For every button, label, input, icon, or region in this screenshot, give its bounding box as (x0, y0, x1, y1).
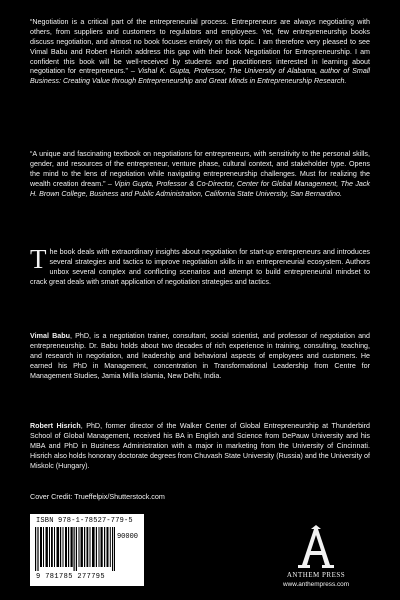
author-bio: , PhD, is a negotiation trainer, consultant, social scientist, and professor of negotiation and entrepreneurship. Dr. Babu holds about two decades of rich experience in training, consulting, teaching, and research in negotiation, and leadership and behavioral aspects of employees and customers. He earned his PhD in Management, concentration in Transformational Leadership from Centre for Management Studies, Jamia Millia Islamia, New Delhi, India. (30, 332, 370, 380)
author-name: Robert Hisrich (30, 422, 81, 430)
author-bio-babu (30, 332, 370, 381)
publisher-name: ANTHEM PRESS (286, 571, 346, 579)
publisher-url: www.anthempress.com (282, 581, 350, 588)
endorsement-gupta-alabama (30, 18, 370, 87)
endorsement-attribution: – Vipin Gupta, Professor & Co-Director, Center for Global Management, The Jack H. Brown College, Business and Public Administration, California State University, San Bernardino. (30, 179, 371, 198)
isbn-label: ISBN 978-1-78527-779-5 (36, 517, 133, 525)
isbn-barcode (30, 514, 144, 586)
barcode-icon (35, 527, 115, 571)
endorsement-text: “Negotiation is a critical part of the entrepreneurial process. Entrepreneurs are always negotiating with others, from suppliers and customers to regulators and employees. Yet, few entrepreneurship books discuss negotiation, and almost no book focuses entirely on this topic. I am therefore very pleased to see Vimal Babu and Robert Hisrich address this gap with their book Negotiation for Entrepreneurship. I am confident this book will be well-received by students and practitioners interested in learning about negotiation for entrepreneurs.” (30, 18, 370, 76)
author-bio: , PhD, former director of the Walker Center of Global Entrepreneurship at Thunderbird School of Global Management, received his BA in English and Science from DePauw University and his MBA and PhD in Business Administration with a major in marketing from the University of Cincinnati. Hisrich also holds honorary doctorate degrees from Chuvash State University (Russia) and the University of Miskolc (Hungary). (30, 422, 370, 470)
description-text: he book deals with extraordinary insights about negotiation for start-up entrepreneurs and introduces several strategies and tactics to improve negotiation skills in an entrepreneurial ecosystem. Authors unbox several complex and conflicting scenarios and attempt to build entrepreneurial mindset to crack great deals with smart application of negotiation strategies and tactics. (30, 248, 370, 286)
endorsement-text: “A unique and fascinating textbook on negotiations for entrepreneurs, with sensitivity to the personal skills, gender, and resources of the entrepreneur, venture phase, cultural context, and stakeholder type. Opens the mind to the lens of negotiation while navigating entrepreneurship challenges. Must for realizing the wealth creation dream.” (30, 150, 370, 188)
price-code: 90000 (116, 533, 138, 541)
endorsement-attribution: – Vishal K. Gupta, Professor, The University of Alabama, author of Small Business: Creating Value through Entrepreneurship and Great Minds in Entrepreneurship Research. (30, 67, 371, 86)
author-bio-hisrich (30, 422, 370, 471)
author-name: Vimal Babu (30, 332, 70, 340)
book-description (30, 244, 370, 288)
barcode-number: 9 781785 277795 (36, 573, 106, 581)
cover-credit: Cover Credit: Trueffelpix/Shutterstock.com (30, 492, 165, 501)
drop-cap: T (30, 244, 47, 274)
endorsement-gupta-fairbanks (30, 150, 370, 199)
